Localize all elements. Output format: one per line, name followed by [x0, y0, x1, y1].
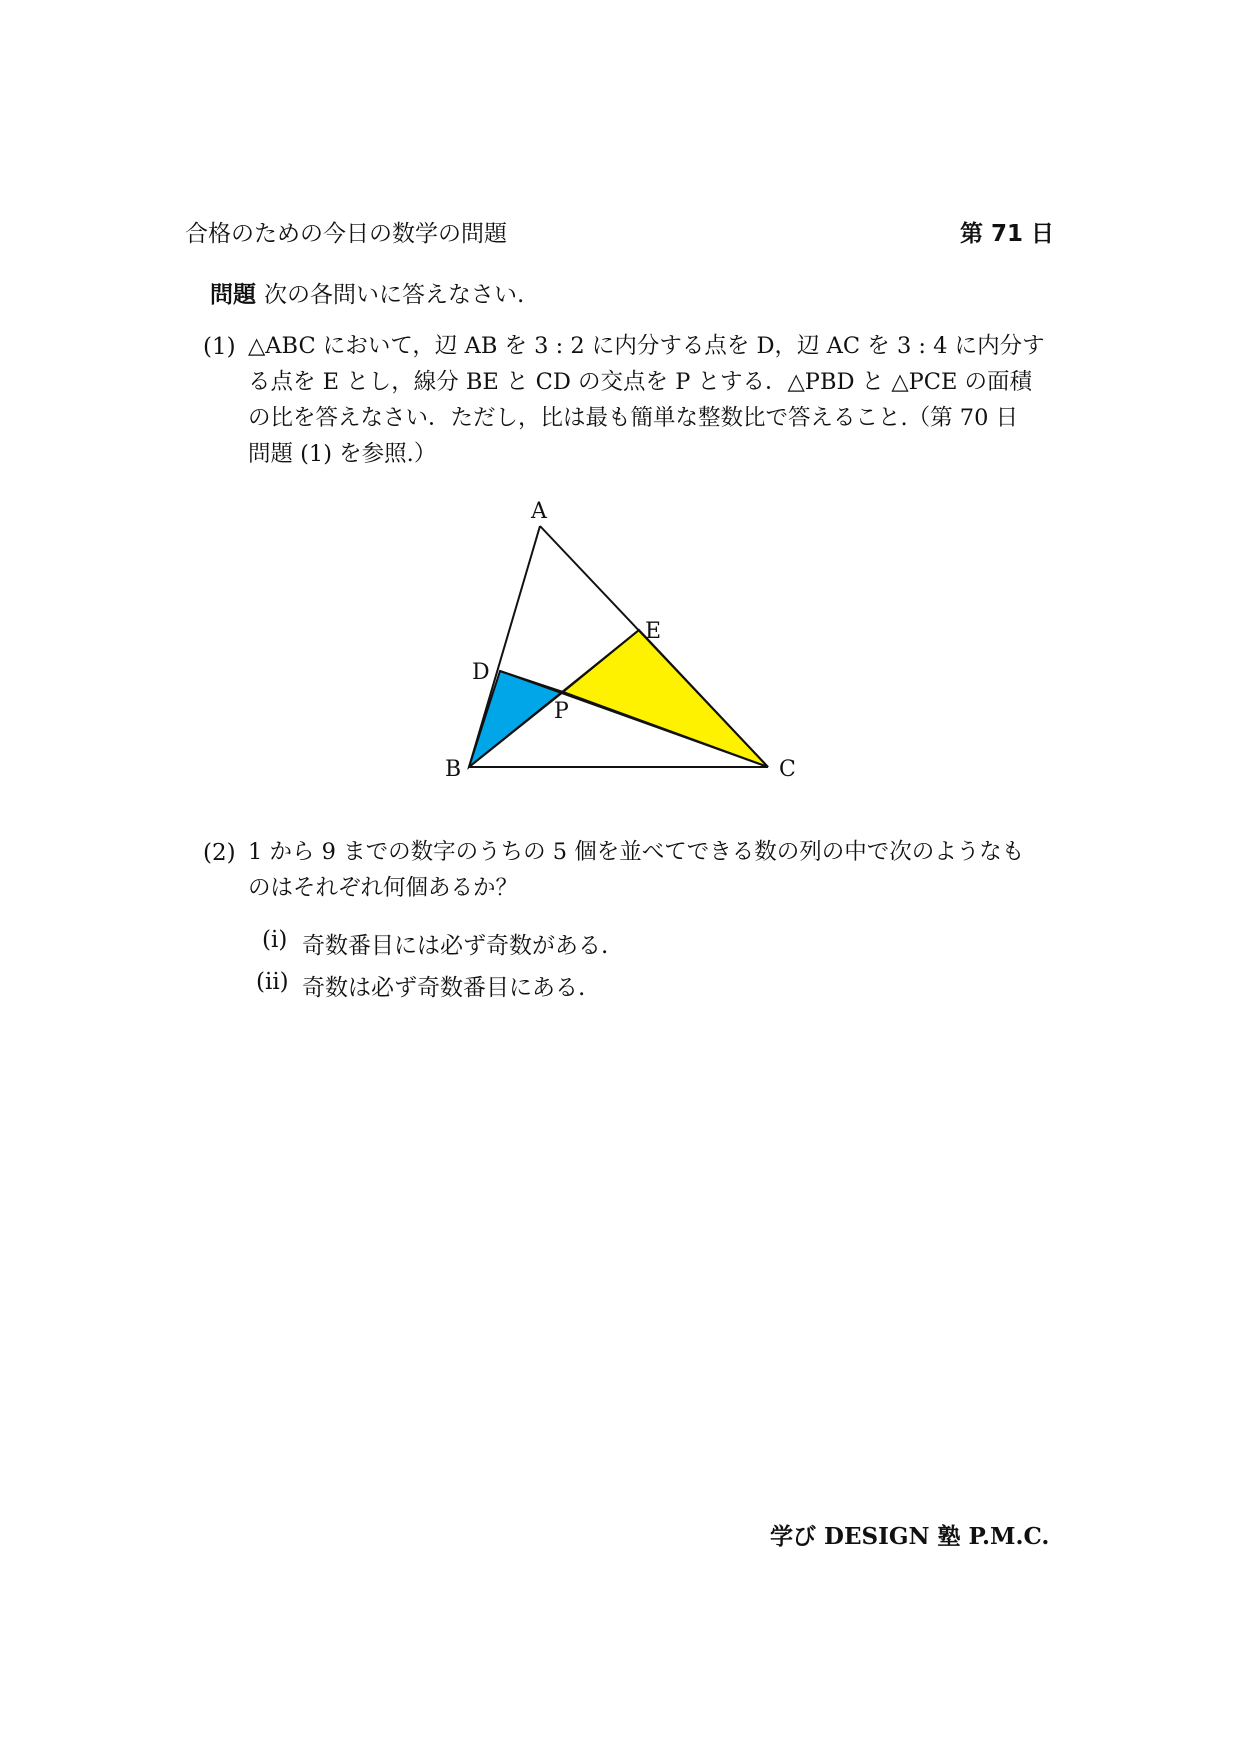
page-title: 合格のための今日の数学の問題 — [185, 221, 507, 247]
sub-item-1-text: 奇数番目には必ず奇数がある. — [302, 933, 609, 959]
label-d: D — [472, 660, 490, 685]
sub-item-1-label: (i) — [262, 927, 288, 953]
problem-instruction: 次の各問いに答えなさい. — [264, 282, 525, 308]
triangle-pce-fill — [563, 630, 768, 767]
problem-2-line: のはそれぞれ何個あるか？ — [248, 875, 519, 901]
day-label: 第 71 日 — [960, 221, 1055, 247]
problem-1-line: る点を E とし，線分 BE と CD の交点を P とする．△PBD と △PCE の面積 — [248, 369, 1033, 395]
problem-2-text — [248, 834, 1053, 906]
footer-brand: 学び DESIGN 塾 P.M.C. — [770, 1523, 1050, 1550]
problem-1-line: 問題 (1) を参照.） — [248, 441, 437, 467]
sub-item-2-text: 奇数は必ず奇数番目にある. — [302, 975, 586, 1001]
problem-2-line: 1 から 9 までの数字のうちの 5 個を並べてできる数の列の中で次のようなも — [248, 839, 1025, 865]
problem-2-number: (2) — [203, 840, 236, 866]
label-a: A — [531, 499, 547, 524]
problem-label: 問題 — [210, 282, 256, 308]
side-ac — [540, 526, 768, 767]
label-c: C — [779, 757, 796, 782]
problem-1-line: △ABC において，辺 AB を 3 : 2 に内分する点を D，辺 AC を 3 : 4 に内分す — [248, 333, 1045, 359]
sub-item-2-label: (ii) — [256, 969, 289, 995]
problem-1-number: (1) — [203, 334, 236, 360]
label-p: P — [554, 699, 569, 724]
problem-1-line: の比を答えなさい．ただし，比は最も簡単な整数比で答えること.（第 70 日 — [248, 405, 1019, 431]
label-e: E — [645, 619, 662, 644]
label-b: B — [445, 757, 462, 782]
